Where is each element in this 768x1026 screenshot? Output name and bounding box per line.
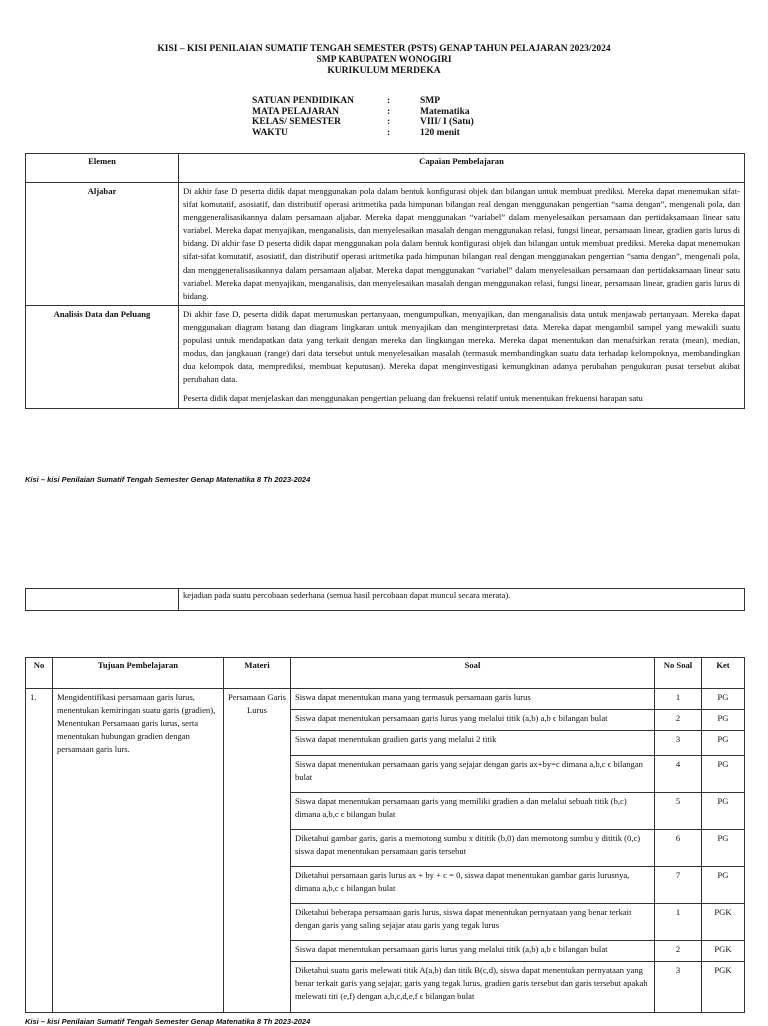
no-soal-cell: 4: [655, 756, 702, 793]
page-footer: Kisi – kisi Penilaian Sumatif Tengah Semester Genap Matenatika 8 Th 2023-2024: [25, 1017, 311, 1026]
no-soal-cell: 7: [655, 867, 702, 904]
no-soal-cell: 1: [655, 689, 702, 710]
column-header: Materi: [224, 658, 291, 689]
info-label: KELAS/ SEMESTER: [252, 117, 341, 127]
soal-cell: Siswa dapat menentukan persamaan garis yang sejajar dengan garis ax+by=c dimana a,b,c ϵ bilangan bulat: [291, 756, 655, 793]
soal-cell: Siswa dapat menentukan persamaan garis lurus yang melalui titik (a,b) a,b ϵ bilangan bulat: [291, 710, 655, 731]
elemen-cell: Aljabar: [26, 183, 179, 306]
ket-cell: PG: [702, 689, 745, 710]
soal-cell: Siswa dapat menentukan gradien garis yang melalui 2 titik: [291, 731, 655, 756]
ket-cell: PG: [702, 830, 745, 867]
column-header: Soal: [291, 658, 655, 689]
ket-cell: PG: [702, 756, 745, 793]
ket-cell: PG: [702, 867, 745, 904]
ket-cell: PGK: [702, 941, 745, 962]
info-colon: :: [387, 106, 391, 117]
ket-cell: PG: [702, 731, 745, 756]
no-soal-cell: 3: [655, 962, 702, 1013]
info-colon: :: [387, 127, 391, 138]
no-soal-cell: 2: [655, 941, 702, 962]
info-value: Matematika: [420, 106, 470, 117]
info-colon: :: [387, 96, 391, 106]
ket-cell: PG: [702, 710, 745, 731]
info-value: 120 menit: [420, 127, 460, 138]
row-number: 1.: [26, 689, 53, 1013]
column-header: No Soal: [655, 658, 702, 689]
no-soal-cell: 6: [655, 830, 702, 867]
soal-cell: Diketahui persamaan garis lurus ax + by + c = 0, siswa dapat menentukan gambar garis lurusnya, dimana a,b,c ϵ bilangan bulat: [291, 867, 655, 904]
ket-cell: PGK: [702, 962, 745, 1013]
column-header: Ket: [702, 658, 745, 689]
soal-cell: Siswa dapat menentukan persamaan garis lurus yang melalui titik (a,b) a,b ϵ bilangan bulat: [291, 941, 655, 962]
no-soal-cell: 1: [655, 904, 702, 941]
info-label: MATA PELAJARAN: [252, 106, 339, 117]
column-header: Capaian Pembelajaran: [179, 154, 745, 183]
column-header: No: [26, 658, 53, 689]
table-row: [26, 689, 745, 710]
tujuan-table: [25, 657, 745, 1013]
document-title: KISI – KISI PENILAIAN SUMATIF TENGAH SEMESTER (PSTS) GENAP TAHUN PELAJARAN 2023/2024: [157, 44, 611, 54]
soal-cell: Siswa dapat menentukan persamaan garis yang memiliki gradien a dan melalui sebuah titik (b,c) dimana a,b,c ϵ bilangan bulat: [291, 793, 655, 830]
no-soal-cell: 3: [655, 731, 702, 756]
page-footer: Kisi – kisi Penilaian Sumatif Tengah Semester Genap Matenatika 8 Th 2023-2024: [25, 475, 311, 484]
no-soal-cell: 5: [655, 793, 702, 830]
tujuan-cell: Mengidentifikasi persamaan garis lurus, menentukan kemiringan suatu garis (gradien), Menentukan Persamaan garis lurus, serta menentukan hubungan gradien dengan persamaan garis lurs.: [53, 689, 224, 1013]
ket-cell: PGK: [702, 904, 745, 941]
curriculum-name: KURIKULUM MERDEKA: [327, 66, 441, 76]
capaian-paragraph: Di akhir fase D peserta didik dapat menggunakan pola dalam bentuk konfigurasi objek dan bilangan untuk membuat prediksi. Mereka dapat menemukan sifat-sifat komutatif, asosiatif, dan distributif operasi aritmetika pada himpunan bilangan real dengan menggunakan pengertian “sama dengan”, mengenali pola, dan menggeneralisasikannya dalam persamaan aljabar. Mereka dapat menggunakan “variabel” dalam menyelesaikan persamaan dan pertidaksamaan linear satu variabel. Mereka dapat menyajikan, menganalisis, dan menyelesaikan masalah dengan menggunakan relasi, fungsi linear, persamaan linear, gradien garis lurus di bidang. Di akhir fase D peserta didik dapat menggunakan pola dalam bentuk konfigurasi objek dan bilangan untuk membuat prediksi. Mereka dapat menemukan sifat-sifat komutatif, asosiatif, dan distributif operasi aritmetika pada himpunan bilangan real dengan menggunakan pengertian “sama dengan”, mengenali pola, dan menggeneralisasikannya dalam persamaan aljabar. Mereka dapat menggunakan “variabel” dalam menyelesaikan persamaan dan pertidaksamaan linear satu variabel. Mereka dapat menyajikan, menganalisis, dan menyelesaikan masalah dengan menggunakan relasi, fungsi linear, persamaan linear, gradien garis lurus di bidang.: [183, 186, 740, 301]
soal-cell: Siswa dapat menentukan mana yang termasuk persamaan garis lurus: [291, 689, 655, 710]
info-colon: :: [387, 117, 391, 127]
column-header: Elemen: [26, 154, 179, 183]
table-header-row: [26, 658, 745, 689]
capaian-paragraph: Di akhir fase D, peserta didik dapat merumuskan pertanyaan, mengumpulkan, menyajikan, dan menganalisis data untuk menjawab pertanyaan. Mereka dapat menggunakan diagram batang dan diagram lingkaran untuk menyajikan dan menginterpretasi data. Mereka dapat mengambil sampel yang mewakili suatu populasi untuk mendapatkan data yang terkait dengan mereka dan lingkungan mereka. Mereka dapat menentukan dan menafsirkan rerata (mean), median, modus, dan jangkauan (range) dari data tersebut untuk menyelesaikan masalah (termasuk membandingkan suatu data terhadap kelompoknya, membandingkan dua kelompok data, memprediksi, membuat keputusan). Mereka dapat menginvestigasi kemungkinan adanya perubahan pengukuran pusat tersebut akibat perubahan data.: [183, 308, 740, 385]
soal-cell: Diketahui gambar garis, garis a memotong sumbu x dititik (b,0) dan memotong sumbu y dititik (0,c) siswa dapat menentukan persamaan garis tersebut: [291, 830, 655, 867]
soal-cell: Diketahui suatu garis melewati titik A(a,b) dan titik B(c,d), siswa dapat menentukan pernyataan yang benar terkait garis yang sejajar, garis yang tegak lurus, gradien garis tersebut dan garis tersebut apakah melewati titi (e,f) dengan a,b,c,d,e,f ϵ bilangan bulat: [291, 962, 655, 1013]
no-soal-cell: 2: [655, 710, 702, 731]
info-value: SMP: [420, 96, 441, 106]
soal-cell: Diketahui beberapa persamaan garis lurus, siswa dapat menentukan pernyataan yang benar terkait dengan garis yang saling sejajar atau garis yang tegak lurus: [291, 904, 655, 941]
ket-cell: PG: [702, 793, 745, 830]
continuation-text: kejadian pada suatu percobaan sederhana (semua hasil percobaan dapat muncul secara merata).: [179, 589, 745, 611]
capaian-paragraph: Peserta didik dapat menjelaskan dan menggunakan pengertian peluang dan frekuensi relatif untuk menentukan frekuensi harapan satu: [183, 393, 643, 404]
elemen-cell: Analisis Data dan Peluang: [26, 305, 179, 408]
school-name: SMP KABUPATEN WONOGIRI: [316, 55, 452, 65]
info-value: VIII/ I (Satu): [420, 117, 474, 127]
info-label: WAKTU: [252, 127, 288, 138]
materi-cell: Persamaan Garis Lurus: [224, 689, 291, 1013]
column-header: Tujuan Pembelajaran: [53, 658, 224, 689]
info-label: SATUAN PENDIDIKAN: [252, 96, 354, 106]
